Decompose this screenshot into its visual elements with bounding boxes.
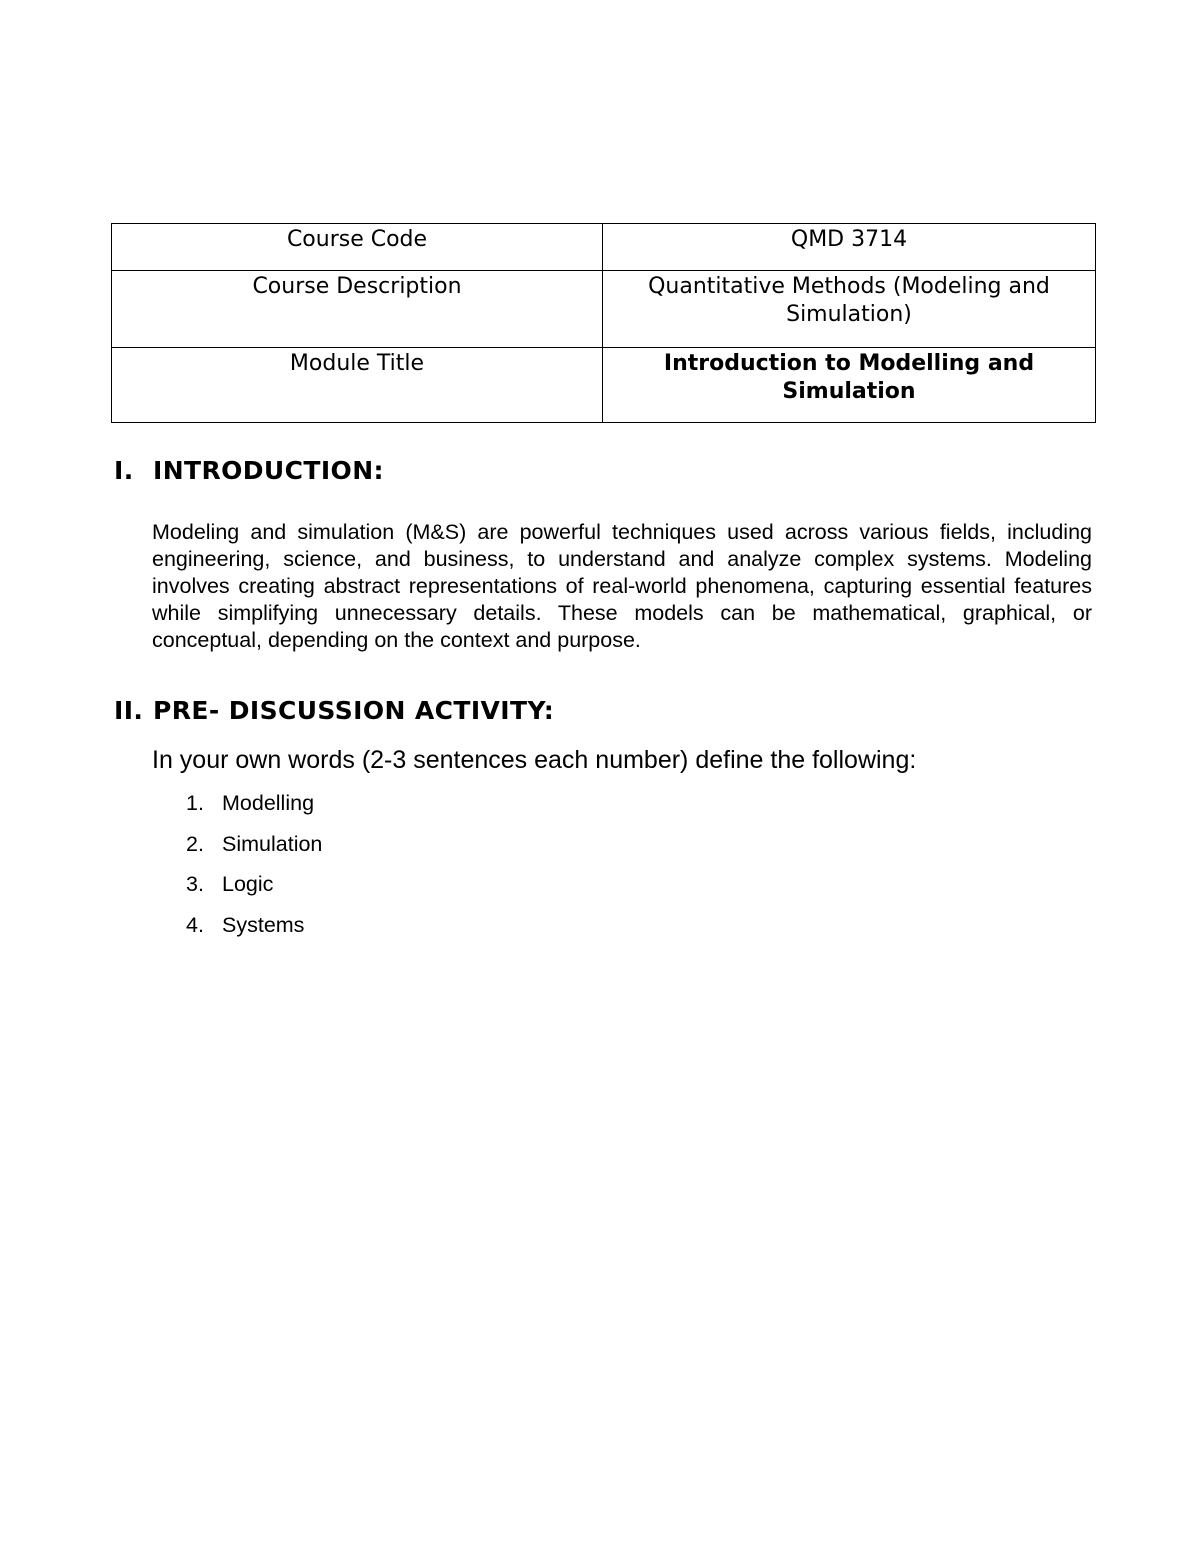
list-item-number: 3. (186, 872, 204, 896)
list-item-text: Simulation (222, 831, 323, 856)
list-item-text: Modelling (222, 791, 315, 815)
course-description-label: Course Description (112, 271, 603, 348)
table-row (112, 271, 1096, 348)
pre-discussion-heading-title: PRE- DISCUSSION ACTIVITY: (153, 696, 555, 725)
list-item-number: 1. (186, 791, 204, 815)
introduction-heading-title: INTRODUCTION: (153, 456, 384, 485)
activity-instruction: In your own words (2-3 sentences each number) define the following: (152, 746, 917, 774)
term-list (186, 789, 322, 951)
pre-discussion-heading-number: II. (114, 696, 144, 725)
introduction-heading-number: I. (114, 456, 134, 485)
list-item-text: Logic (222, 872, 274, 896)
pre-discussion-heading (114, 696, 554, 726)
list-item (186, 911, 322, 952)
course-code-label: Course Code (112, 224, 603, 271)
course-info-table (111, 223, 1096, 423)
table-row (112, 348, 1096, 423)
list-item-text: Systems (222, 912, 305, 937)
list-item (186, 789, 322, 830)
list-item (186, 870, 322, 911)
module-title-value: Introduction to Modelling and Simulation (603, 348, 1096, 423)
course-code-value: QMD 3714 (603, 224, 1096, 271)
list-item-number: 2. (186, 831, 204, 856)
course-description-value: Quantitative Methods (Modeling and Simulation) (603, 271, 1096, 348)
table-row (112, 224, 1096, 271)
list-item (186, 830, 322, 871)
introduction-heading (114, 456, 384, 486)
module-title-label: Module Title (112, 348, 603, 423)
introduction-paragraph: Modeling and simulation (M&S) are powerful techniques used across various fields, including engineering, science, and business, to understand and analyze complex systems. Modeling involves creating abstract representations of real-world phenomena, capturing essential features while simplifying unnecessary details. These models can be mathematical, graphical, or conceptual, depending on the context and purpose. (152, 520, 1092, 652)
list-item-number: 4. (186, 912, 204, 937)
